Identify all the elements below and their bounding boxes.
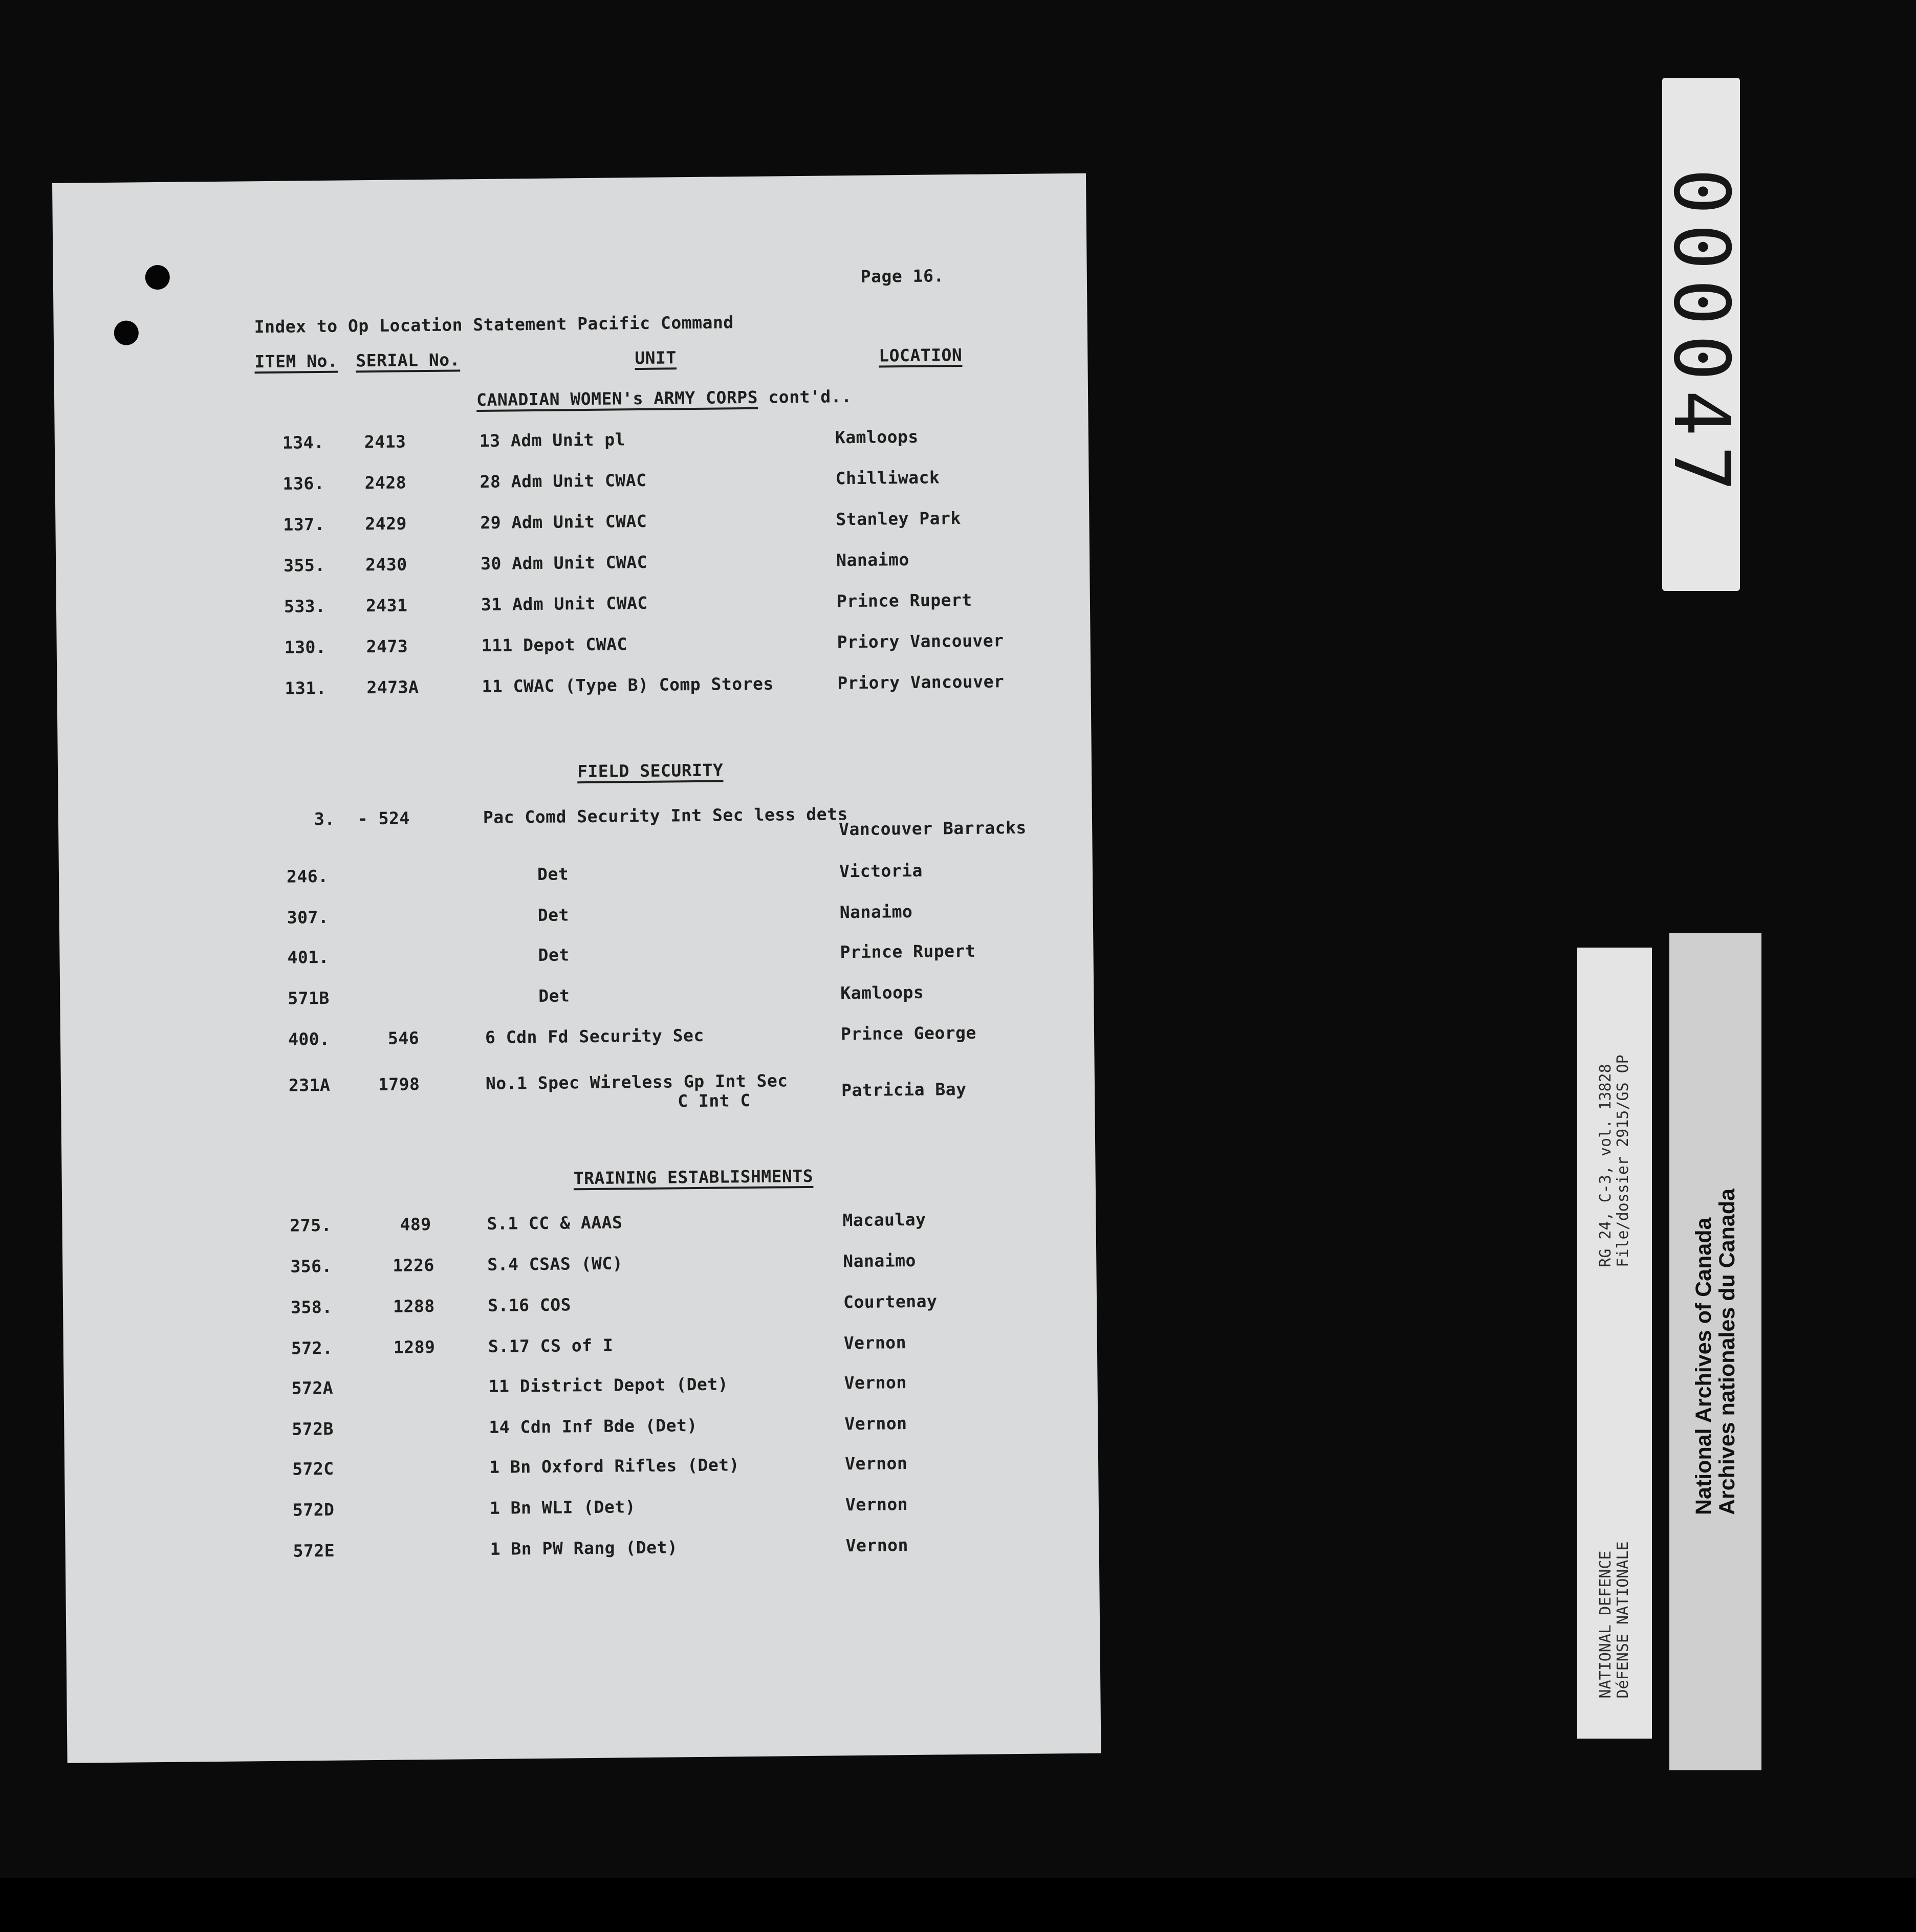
location: Vancouver Barracks bbox=[839, 817, 1027, 840]
unit-name: Det bbox=[538, 945, 570, 965]
header-item-no: ITEM No. bbox=[254, 350, 338, 372]
reference-line: File/dossier 2915/GS OP bbox=[1614, 1055, 1632, 1268]
item-no: 572D bbox=[292, 1499, 335, 1520]
item-no: 275. bbox=[290, 1215, 332, 1236]
unit-name: 1 Bn PW Rang (Det) bbox=[490, 1537, 678, 1559]
unit-name: S.16 COS bbox=[487, 1294, 572, 1315]
location: Prince Rupert bbox=[840, 940, 976, 962]
frame-number: 000047 bbox=[1657, 168, 1746, 501]
item-no: 400. bbox=[288, 1028, 330, 1049]
item-no: 358. bbox=[290, 1297, 333, 1318]
film-edge-band bbox=[0, 1878, 1916, 1932]
section-heading-suffix: cont'd.. bbox=[768, 386, 852, 407]
unit-name: 11 CWAC (Type B) Comp Stores bbox=[482, 673, 774, 696]
unit-name: Det bbox=[537, 864, 569, 884]
frame-number-strip bbox=[1657, 78, 1746, 591]
item-no: 130. bbox=[284, 636, 326, 657]
serial-no: 1288 bbox=[393, 1296, 435, 1316]
item-no: 136. bbox=[282, 473, 325, 494]
unit-name: 13 Adm Unit pl bbox=[479, 429, 626, 451]
table-row bbox=[62, 1208, 1096, 1243]
document-page bbox=[52, 173, 1101, 1763]
item-no: 572E bbox=[293, 1540, 335, 1561]
table-row bbox=[63, 1331, 1097, 1366]
location: Nanaimo bbox=[836, 549, 909, 570]
header-unit: UNIT bbox=[635, 347, 677, 368]
location: Vernon bbox=[844, 1453, 908, 1474]
unit-name: 30 Adm Unit CWAC bbox=[480, 552, 648, 574]
table-row bbox=[61, 1068, 1095, 1111]
serial-no: 1289 bbox=[393, 1336, 436, 1357]
unit-name: 111 Depot CWAC bbox=[481, 634, 628, 655]
table-row bbox=[57, 671, 1091, 706]
table-row bbox=[64, 1451, 1098, 1486]
serial-no: 2428 bbox=[364, 472, 407, 493]
item-no: 572B bbox=[292, 1418, 334, 1439]
table-row bbox=[55, 425, 1088, 460]
table-row bbox=[62, 1249, 1096, 1284]
location: Nanaimo bbox=[839, 901, 913, 923]
item-no: 131. bbox=[285, 677, 327, 698]
table-row bbox=[59, 859, 1093, 894]
item-no: 401. bbox=[287, 947, 330, 968]
table-row bbox=[64, 1411, 1098, 1446]
item-no: 572C bbox=[292, 1458, 334, 1479]
table-row bbox=[60, 981, 1094, 1016]
location: Vernon bbox=[845, 1535, 909, 1556]
reference-label bbox=[1577, 948, 1652, 1739]
location: Kamloops bbox=[835, 426, 919, 448]
table-row bbox=[60, 1022, 1094, 1057]
item-no: 231A bbox=[288, 1074, 331, 1095]
location: Vernon bbox=[844, 1413, 907, 1434]
serial-no: 546 bbox=[387, 1028, 420, 1048]
reference-line: NATIONAL DEFENCE bbox=[1597, 1550, 1615, 1699]
location: Patricia Bay bbox=[841, 1079, 967, 1101]
location: Vernon bbox=[844, 1372, 907, 1393]
table-row bbox=[58, 802, 1092, 840]
archives-line: Archives nationales du Canada bbox=[1715, 1188, 1739, 1516]
serial-no: 2473 bbox=[366, 636, 408, 657]
unit-name: 14 Cdn Inf Bde (Det) bbox=[489, 1415, 698, 1437]
item-no: 571B bbox=[288, 987, 330, 1008]
location: Vernon bbox=[843, 1332, 907, 1353]
document-title: Index to Op Location Statement Pacific Command bbox=[254, 312, 734, 337]
serial-no: 2429 bbox=[365, 513, 407, 534]
serial-no: - 524 bbox=[357, 808, 410, 829]
header-location: LOCATION bbox=[879, 344, 963, 366]
punch-hole bbox=[114, 320, 139, 345]
location: Kamloops bbox=[840, 982, 924, 1003]
item-no: 355. bbox=[284, 555, 325, 576]
unit-name: 28 Adm Unit CWAC bbox=[480, 470, 647, 492]
location: Prince George bbox=[840, 1022, 976, 1044]
serial-no: 489 bbox=[400, 1214, 431, 1235]
reference-line: DéFENSE NATIONALE bbox=[1614, 1541, 1632, 1699]
unit-name: S.17 CS of I bbox=[488, 1335, 614, 1356]
table-row bbox=[66, 1533, 1099, 1568]
unit-name: 11 District Depot (Det) bbox=[488, 1374, 729, 1396]
table-row bbox=[65, 1492, 1099, 1527]
table-row bbox=[63, 1371, 1097, 1406]
table-row bbox=[57, 630, 1091, 665]
item-no: 246. bbox=[286, 866, 329, 887]
serial-no: 2473A bbox=[366, 677, 419, 698]
section-heading-cwac bbox=[476, 386, 852, 410]
unit-name: Det bbox=[538, 985, 570, 1006]
table-row bbox=[59, 900, 1093, 935]
table-row bbox=[63, 1290, 1097, 1325]
section-heading-training: TRAINING ESTABLISHMENTS bbox=[573, 1166, 814, 1189]
item-no: 3. bbox=[314, 808, 335, 829]
archives-line: National Archives of Canada bbox=[1691, 1217, 1716, 1516]
serial-no: 2431 bbox=[365, 595, 408, 616]
serial-no: 2413 bbox=[364, 431, 406, 452]
unit-name-line2: C Int C bbox=[678, 1090, 751, 1111]
unit-name: 29 Adm Unit CWAC bbox=[480, 511, 647, 533]
location: Prince Rupert bbox=[836, 589, 972, 611]
table-row bbox=[56, 589, 1090, 624]
unit-name: S.4 CSAS (WC) bbox=[487, 1253, 623, 1275]
archives-name bbox=[1692, 1189, 1739, 1515]
location: Priory Vancouver bbox=[837, 630, 1004, 652]
table-row bbox=[56, 548, 1090, 583]
location: Priory Vancouver bbox=[837, 671, 1005, 693]
department-name bbox=[1597, 1542, 1632, 1699]
table-row bbox=[59, 940, 1093, 975]
item-no: 134. bbox=[282, 432, 324, 453]
unit-name: Pac Comd Security Int Sec less dets bbox=[483, 804, 848, 827]
unit-name: No.1 Spec Wireless Gp Int Sec bbox=[485, 1070, 788, 1093]
reference-line: RG 24, C-3, vol. 13828 bbox=[1597, 1064, 1615, 1268]
serial-no: 1798 bbox=[378, 1074, 420, 1094]
unit-name: 1 Bn WLI (Det) bbox=[489, 1497, 636, 1518]
section-heading-text: CANADIAN WOMEN's ARMY CORPS bbox=[476, 387, 758, 410]
unit-name: Det bbox=[537, 905, 570, 925]
location: Chilliwack bbox=[835, 467, 940, 489]
unit-name: 1 Bn Oxford Rifles (Det) bbox=[489, 1455, 740, 1477]
unit-name: 6 Cdn Fd Security Sec bbox=[485, 1025, 704, 1047]
reference-citation bbox=[1597, 1055, 1632, 1267]
location: Stanley Park bbox=[836, 508, 961, 530]
section-heading-field-security: FIELD SECURITY bbox=[577, 760, 724, 782]
archives-label bbox=[1669, 933, 1761, 1770]
punch-hole bbox=[145, 265, 170, 290]
serial-no: 1226 bbox=[393, 1255, 435, 1276]
location: Victoria bbox=[839, 860, 923, 882]
serial-no: 2430 bbox=[365, 554, 407, 575]
item-no: 572A bbox=[291, 1377, 334, 1398]
table-row bbox=[55, 507, 1089, 542]
unit-name: 31 Adm Unit CWAC bbox=[481, 592, 648, 614]
item-no: 137. bbox=[283, 514, 325, 535]
table-row bbox=[55, 466, 1088, 501]
location: Vernon bbox=[845, 1494, 908, 1515]
item-no: 533. bbox=[284, 596, 326, 617]
item-no: 572. bbox=[291, 1337, 333, 1358]
location: Nanaimo bbox=[843, 1250, 917, 1271]
location: Macaulay bbox=[842, 1209, 926, 1231]
unit-name: S.1 CC & AAAS bbox=[487, 1212, 623, 1234]
location: Courtenay bbox=[843, 1291, 938, 1312]
page-number: Page 16. bbox=[860, 266, 944, 287]
header-serial-no: SERIAL No. bbox=[356, 349, 461, 371]
item-no: 356. bbox=[290, 1256, 333, 1277]
item-no: 307. bbox=[287, 907, 329, 928]
